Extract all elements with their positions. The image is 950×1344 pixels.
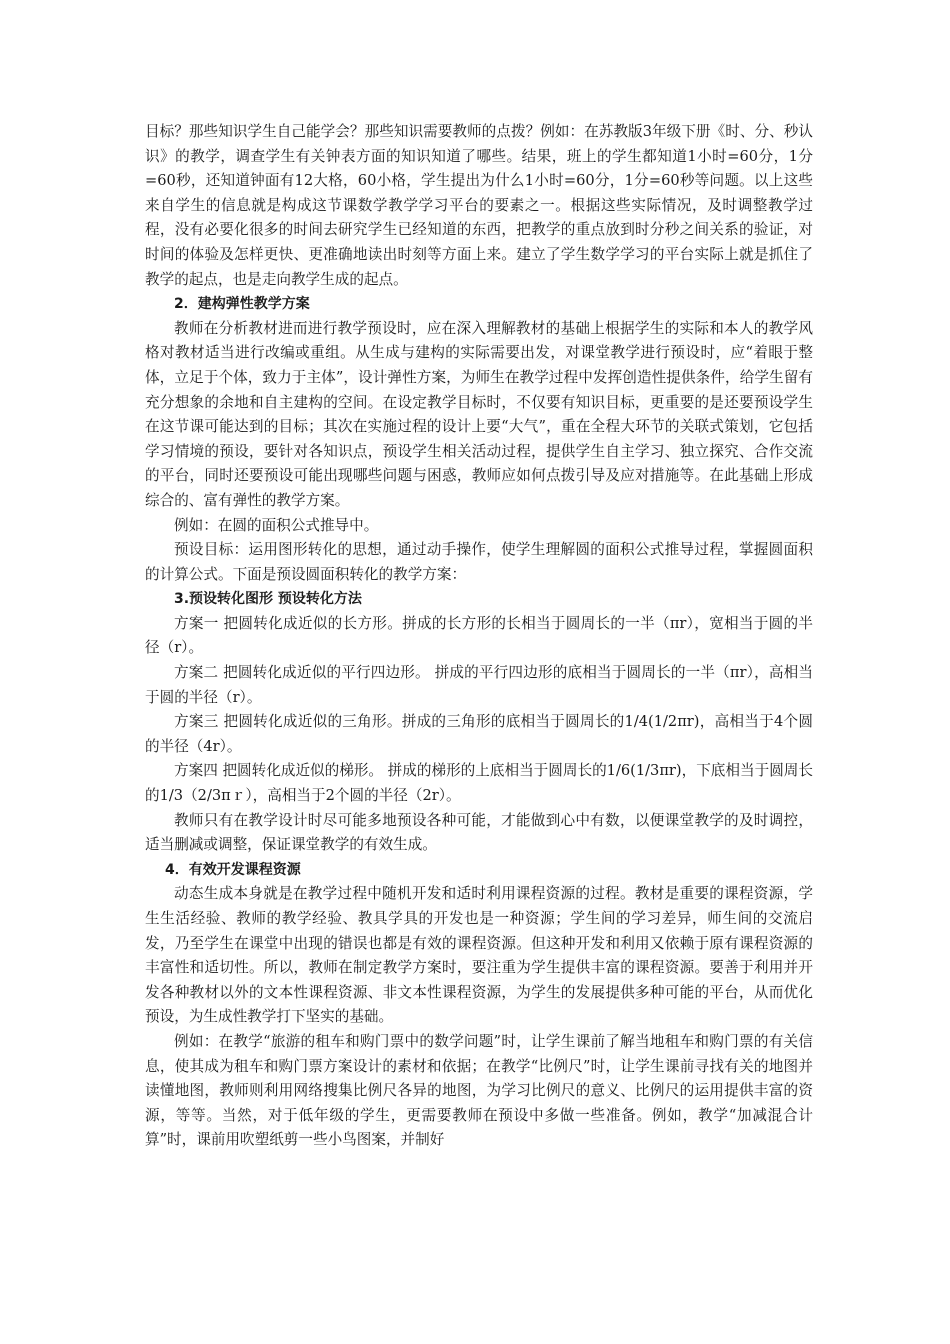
paragraph-preset-goal: 预设目标：运用图形转化的思想，通过动手操作，使学生理解圆的面积公式推导过程，掌握圆面积的计算公式。下面是预设圆面积转化的教学方案： (145, 541, 813, 583)
paragraph-course-resources: 动态生成本身就是在教学过程中随机开发和适时利用课程资源的过程。教材是重要的课程资源，学生生活经验、教师的教学经验、教具学具的开发也是一种资源；学生间的学习差异，师生间的交流启发，乃至学生在课堂中出现的错误也都是有效的课程资源。但这种开发和利用又依赖于原有课程资源的丰富性和适切性。所以，教师在制定教学方案时，要注重为学生提供丰富的课程资源。要善于利用并开发各种教材以外的文本性课程资源、非文本性课程资源，为学生的发展提供多种可能的平台，从而优化预设，为生成性教学打下坚实的基础。 (145, 885, 813, 1026)
paragraph-example-circle: 例如：在圆的面积公式推导中。 (174, 516, 379, 534)
plan-three: 方案三 把圆转化成近似的三角形。拼成的三角形的底相当于圆周长的1/4(1/2πr)，高相当于4个圆的半径（4r）。 (145, 713, 813, 755)
paragraph-flexible-plan: 教师在分析教材进而进行教学预设时，应在深入理解教材的基础上根据学生的实际和本人的教学风格对教材适当进行改编或重组。从生成与建构的实际需要出发，对课堂教学进行预设时，应“着眼于整体，立足于个体，致力于主体”，设计弹性方案，为师生在教学过程中发挥创造性提供条件，给学生留有充分想象的余地和自主建构的空间。在设定教学目标时，不仅要有知识目标，更重要的是还要预设学生在这节课可能达到的目标；其次在实施过程的设计上要“大气”，重在全程大环节的关联式策划，它包括学习情境的预设，要针对各知识点，预设学生相关活动过程，提供学生自主学习、独立探究、合作交流的平台，同时还要预设可能出现哪些问题与困惑，教师应如何点拨引导及应对措施等。在此基础上形成综合的、富有弹性的教学方案。 (145, 319, 813, 509)
plan-four: 方案四 把圆转化成近似的梯形。 拼成的梯形的上底相当于圆周长的1/6(1/3πr)，下底相当于圆周长的1/3（2/3πｒ），高相当于2个圆的半径（2r）。 (145, 762, 813, 805)
section-heading-2: 2．建构弹性教学方案 (174, 296, 310, 313)
paragraph-example-resources: 例如：在教学“旅游的租车和购门票中的数学问题”时，让学生课前了解当地租车和购门票的有关信息，使其成为租车和购门票方案设计的素材和依据；在教学“比例尺”时，让学生课前寻找有关的地图并读懂地图，教师则利用网络搜集比例尺各异的地图，为学习比例尺的意义、比例尺的运用提供丰富的资源，等等。当然，对于低年级的学生，更需要教师在预设中多做一些准备。例如，教学“加减混合计算”时，课前用吹塑纸剪一些小鸟图案，并制好 (145, 1032, 813, 1149)
plan-two: 方案二 把圆转化成近似的平行四边形。 拼成的平行四边形的底相当于圆周长的一半（πr），高相当于圆的半径（r）。 (145, 664, 813, 706)
section-heading-3: 3.预设转化图形 预设转化方法 (174, 591, 362, 608)
section-heading-4: 4．有效开发课程资源 (165, 861, 301, 878)
plan-one: 方案一 把圆转化成近似的长方形。拼成的长方形的长相当于圆周长的一半（πr），宽相当于圆的半径（r）。 (145, 614, 813, 657)
document-body (145, 120, 813, 1153)
paragraph-continuation: 目标？那些知识学生自己能学会？那些知识需要教师的点拨？例如：在苏教版3年级下册《时、分、秒认识》的教学，调查学生有关钟表方面的知识知道了哪些。结果，班上的学生都知道1小时=60分，1分=60秒，还知道钟面有12大格，60小格，学生提出为什么1小时=60分，1分=60秒等问题。以上这些来自学生的信息就是构成这节课数学教学学习平台的要素之一。根据这些实际情况，及时调整教学过程，没有必要化很多的时间去研究学生已经知道的东西，把教学的重点放到时分秒之间关系的验证，对时间的体验及怎样更快、更准确地读出时刻等方面上来。建立了学生数学学习的平台实际上就是抓住了教学的起点，也是走向教学生成的起点。 (145, 123, 813, 288)
paragraph-teacher-preset: 教师只有在教学设计时尽可能多地预设各种可能，才能做到心中有数，以便课堂教学的及时调控，适当删减或调整，保证课堂教学的有效生成。 (145, 811, 813, 854)
